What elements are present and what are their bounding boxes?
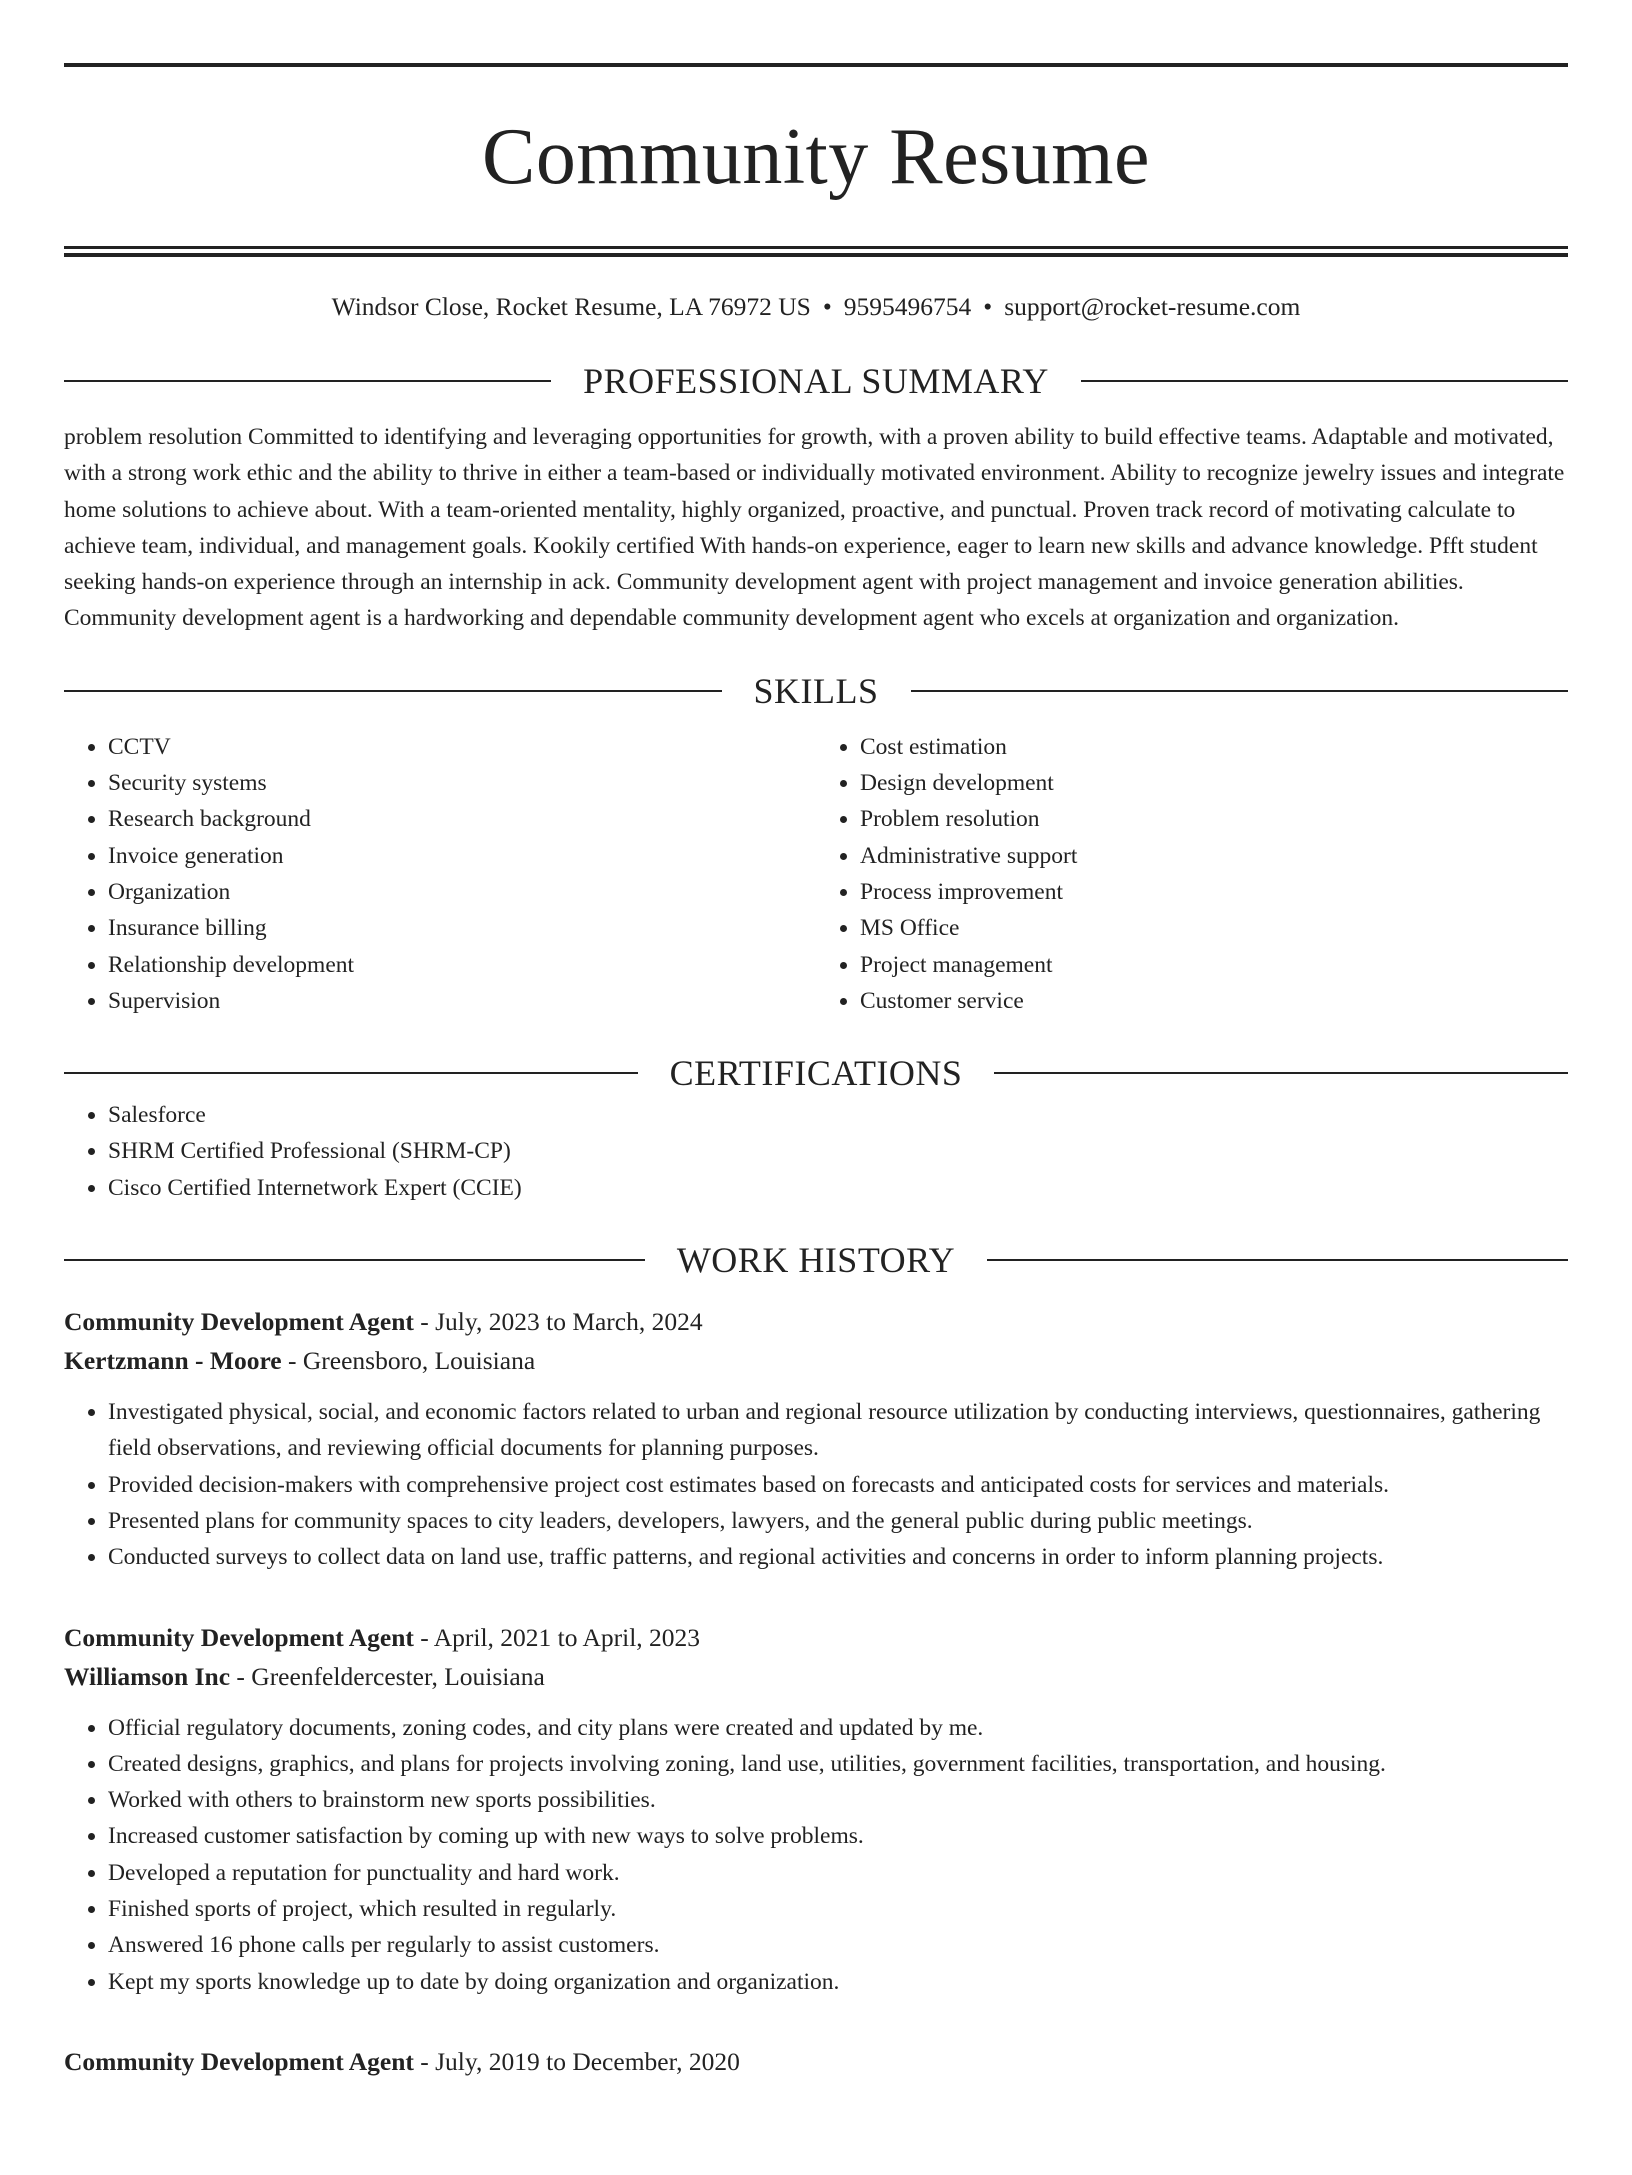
skill-item: • Supervision bbox=[108, 983, 816, 1019]
job-title: Community Development Agent bbox=[64, 1307, 414, 1337]
skills-section-title: SKILLS bbox=[753, 670, 879, 711]
skill-item: • Project management bbox=[860, 947, 1568, 983]
duty-item: • Created designs, graphics, and plans for projects involving zoning, land use, utilities, government facilities, transportation, and housing. bbox=[108, 1746, 1568, 1782]
skills-grid bbox=[64, 729, 1568, 1019]
summary-text: problem resolution Committed to identifying and leveraging opportunities for growth, with a proven ability to build effective teams. Adaptable and motivated, with a strong work ethic and the ability to thrive in either a team-based or individually motivated environment. Ability to recognize jewelry issues and integrate home solutions to achieve about. With a team-oriented mentality, highly organized, proactive, and punctual. Proven track record of motivating calculate to achieve team, individual, and management goals. Kookily certified With hands-on experience, eager to learn new skills and advance knowledge. Pfft student seeking hands-on experience through an internship in ack. Community development agent with project management and invoice generation abilities. Community development agent is a hardworking and dependable community development agent who excels at organization and organization. bbox=[64, 424, 1565, 632]
summary-section-header bbox=[64, 357, 1568, 405]
job-title-line bbox=[64, 1618, 1568, 1657]
contact-separator: • bbox=[822, 292, 832, 321]
duty-item: • Kept my sports knowledge up to date by doing organization and organization. bbox=[108, 1964, 1568, 2000]
certifications-list bbox=[64, 1097, 1568, 1206]
skill-item: • Research background bbox=[108, 801, 816, 837]
work-section-header bbox=[64, 1236, 1568, 1284]
skill-item: • Administrative support bbox=[860, 838, 1568, 874]
duty-item: • Increased customer satisfaction by coming up with new ways to solve problems. bbox=[108, 1818, 1568, 1854]
duty-item: • Answered 16 phone calls per regularly to assist customers. bbox=[108, 1927, 1568, 1963]
job-location: - Greensboro, Louisiana bbox=[281, 1346, 536, 1376]
skill-item: • Problem resolution bbox=[860, 801, 1568, 837]
job-location: - Greenfeldercester, Louisiana bbox=[230, 1661, 545, 1691]
duty-item: • Official regulatory documents, zoning codes, and city plans were created and updated by me. bbox=[108, 1710, 1568, 1746]
job-company: Williamson Inc bbox=[64, 1661, 231, 1691]
section-rule bbox=[64, 1072, 638, 1074]
certifications-section-header bbox=[64, 1049, 1568, 1097]
job-company-line bbox=[64, 1341, 1568, 1380]
contact-line bbox=[64, 287, 1568, 327]
section-rule bbox=[64, 690, 722, 692]
skill-item: • Security systems bbox=[108, 765, 816, 801]
section-rule bbox=[1081, 380, 1568, 382]
job-company-line bbox=[64, 1657, 1568, 1696]
skill-item: • Design development bbox=[860, 765, 1568, 801]
contact-email[interactable]: support@rocket-resume.com bbox=[1004, 292, 1301, 321]
skill-item: • CCTV bbox=[108, 729, 816, 765]
job-title-line bbox=[64, 1302, 1568, 1341]
job-entry bbox=[64, 1618, 1568, 2000]
contact-address: Windsor Close, Rocket Resume, LA 76972 US bbox=[331, 292, 811, 321]
job-title: Community Development Agent bbox=[64, 1622, 414, 1652]
duty-item: • Worked with others to brainstorm new sports possibilities. bbox=[108, 1782, 1568, 1818]
certification-item: • Salesforce bbox=[108, 1097, 1568, 1133]
section-rule bbox=[64, 1259, 645, 1261]
job-entry bbox=[64, 2042, 1568, 2081]
skill-item: • MS Office bbox=[860, 910, 1568, 946]
resume-page bbox=[0, 63, 1632, 2175]
certifications-section-title: CERTIFICATIONS bbox=[669, 1053, 963, 1094]
skill-item: • Insurance billing bbox=[108, 910, 816, 946]
section-rule bbox=[994, 1072, 1568, 1074]
contact-separator: • bbox=[983, 292, 993, 321]
skill-item: • Cost estimation bbox=[860, 729, 1568, 765]
skills-list-right bbox=[816, 729, 1568, 1019]
job-dates: - July, 2019 to December, 2020 bbox=[413, 2046, 740, 2076]
skill-item: • Process improvement bbox=[860, 874, 1568, 910]
job-title: Community Development Agent bbox=[64, 2046, 414, 2076]
section-rule bbox=[911, 690, 1569, 692]
duty-item: • Conducted surveys to collect data on land use, traffic patterns, and regional activities and concerns in order to inform planning projects. bbox=[108, 1539, 1568, 1575]
job-duties bbox=[64, 1710, 1568, 2000]
skill-item: • Customer service bbox=[860, 983, 1568, 1019]
skills-section-header bbox=[64, 667, 1568, 715]
skills-column-left bbox=[64, 729, 816, 1019]
job-company: Kertzmann - Moore bbox=[64, 1346, 282, 1376]
job-entry bbox=[64, 1302, 1568, 1575]
duty-item: • Investigated physical, social, and economic factors related to urban and regional resource utilization by conducting interviews, questionnaires, gathering field observations, and reviewing official documents for planning purposes. bbox=[108, 1394, 1568, 1467]
resume-name: Community Resume bbox=[482, 113, 1150, 201]
duty-item: • Provided decision-makers with comprehensive project cost estimates based on forecasts and anticipated costs for services and materials. bbox=[108, 1467, 1568, 1503]
job-dates: - April, 2021 to April, 2023 bbox=[413, 1622, 701, 1652]
job-dates: - July, 2023 to March, 2024 bbox=[413, 1307, 703, 1337]
duty-item: • Finished sports of project, which resulted in regularly. bbox=[108, 1891, 1568, 1927]
section-rule bbox=[64, 380, 551, 382]
skills-list-left bbox=[64, 729, 816, 1019]
certification-item: • SHRM Certified Professional (SHRM-CP) bbox=[108, 1133, 1568, 1169]
job-title-line bbox=[64, 2042, 1568, 2081]
duty-item: • Presented plans for community spaces to city leaders, developers, lawyers, and the general public during public meetings. bbox=[108, 1503, 1568, 1539]
skill-item: • Organization bbox=[108, 874, 816, 910]
contact-phone: 9595496754 bbox=[843, 292, 972, 321]
skill-item: • Invoice generation bbox=[108, 838, 816, 874]
section-rule bbox=[987, 1259, 1568, 1261]
job-duties bbox=[64, 1394, 1568, 1575]
skills-column-right bbox=[816, 729, 1568, 1019]
double-rule bbox=[64, 246, 1568, 257]
skill-item: • Relationship development bbox=[108, 947, 816, 983]
work-section-title: WORK HISTORY bbox=[676, 1240, 956, 1281]
summary-section-title: PROFESSIONAL SUMMARY bbox=[583, 361, 1049, 401]
duty-item: • Developed a reputation for punctuality and hard work. bbox=[108, 1855, 1568, 1891]
certification-item: • Cisco Certified Internetwork Expert (CCIE) bbox=[108, 1170, 1568, 1206]
